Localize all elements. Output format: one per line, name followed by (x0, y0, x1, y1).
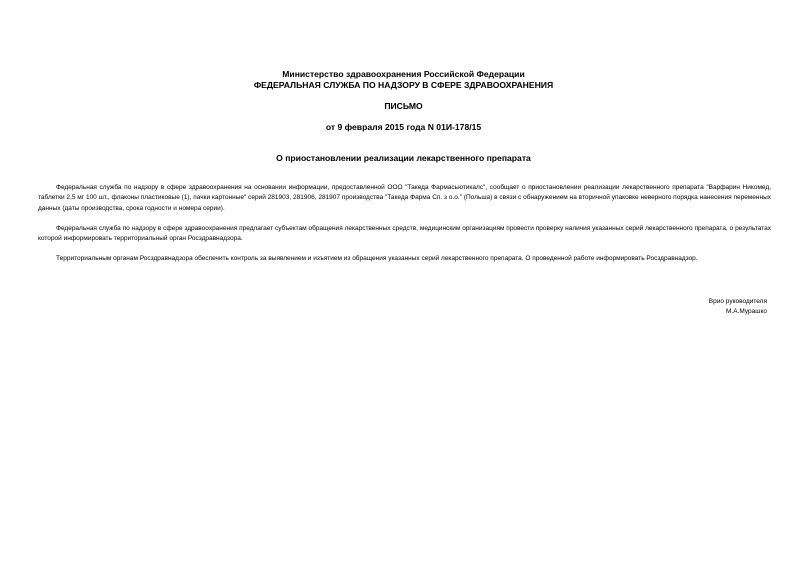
service-name: ФЕДЕРАЛЬНАЯ СЛУЖБА ПО НАДЗОРУ В СФЕРЕ ЗДРАВООХРАНЕНИЯ (253, 80, 554, 90)
document-subject: О приостановлении реализации лекарственного препарата (276, 153, 531, 163)
ministry-name: Министерство здравоохранения Российской Федерации (282, 69, 525, 79)
body-paragraph-3: Территориальным органам Росздравнадзора обеспечить контроль за выявлением и изъятием из обращения указанных серий лекарственного препарата. О проведенной работе информировать Росздравнадзор. (56, 255, 698, 262)
signer-position: Врио руководителя (708, 298, 767, 305)
body-paragraph-1: Федеральная служба по надзору в сфере здравоохранения на основании информации, предоставленной ООО "Такеда Фармасьютикалс", сообщает о приостановлении реализации лекарственного препарата "Варфарин Никомед, таблетки 2,5 мг 100 шт., флаконы пластиковые (1), пачки картонные" серий 281903, 281906, 281907 производства "Такеда Фарма Сп. з о.о." (Польша) в связи с обнаружением на вторичной упаковке неверного порядка нанесения переменных данных (даты производства, срока годности и номера серии). (38, 184, 771, 212)
body-paragraph-2: Федеральная служба по надзору в сфере здравоохранения предлагает субъектам обращения лекарственных средств, медицинским организациям провести проверку наличия указанных серий лекарственного препарата, о результатах которой информировать территориальный орган Росздравнадзора. (38, 225, 771, 243)
document-type: ПИСЬМО (384, 101, 423, 111)
signer-name: М.А.Мурашко (725, 308, 767, 315)
document-date-number: от 9 февраля 2015 года N 01И-178/15 (325, 122, 482, 132)
